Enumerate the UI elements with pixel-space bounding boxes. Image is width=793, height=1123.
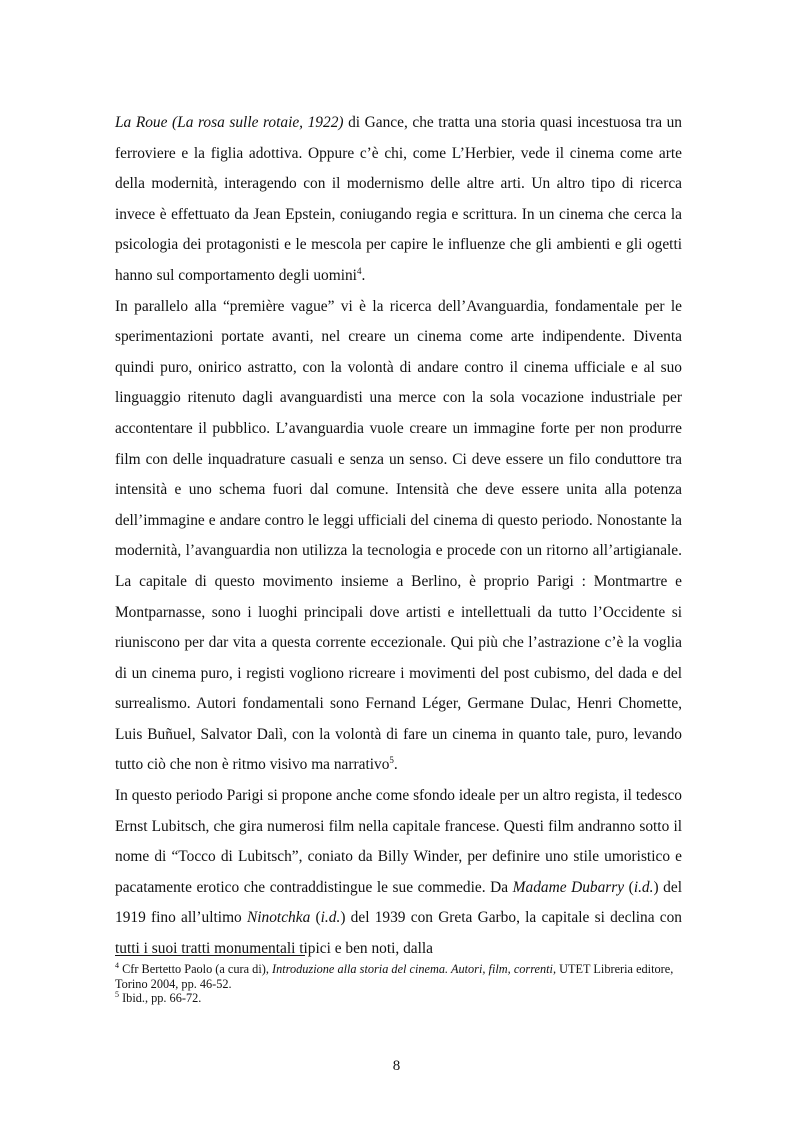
italic-text: i.d.	[633, 878, 654, 896]
footnote-separator	[115, 955, 305, 956]
footnote-ref: 4	[356, 265, 362, 276]
text-run: Ibid., pp. 66-72.	[119, 991, 202, 1006]
italic-text: Madame Dubarry	[512, 878, 625, 896]
text-run: .	[361, 266, 366, 284]
text-run: Cfr Bertetto Paolo (a cura di),	[119, 962, 272, 976]
text-run: UTET Libreria editore, Torino 2004, pp. 46-52.	[115, 962, 674, 991]
text-run: In parallelo alla “première vague” vi è la ricerca dell’Avanguardia, fondamentale per le sperimentazioni portate avanti, nel creare un cinema come arte indipendente. Diventa quindi puro, onirico astratto, con la volontà di andare contro il cinema ufficiale e al suo linguaggio ritenuto dagli avanguardisti una merce con la sola vocazione industriale per accontentare il pubblico. L’avanguardia vuole creare un immagine forte per non produrre film con delle inquadrature casuali e senza un senso. Ci deve essere un filo conduttore tra intensità e uno schema fuori dal comune. Intensità che deve essere unita alla potenza dell’immagine e andare contro le leggi ufficiali del cinema di questo periodo. Nonostante la modernità, l’avanguardia non utilizza la tecnologia e procede con un ritorno all’artigianale. La capitale di questo movimento insieme a Berlino, è proprio Parigi : Montmartre e Montparnasse, sono i luoghi principali dove artisti e intellettuali da tutto l’Occidente si riuniscono per dar vita a questa corrente eccezionale. Qui più che l’astrazione c’è la voglia di un cinema puro, i registi vogliono ricreare i movimenti del post cubismo, del dada e del surrealismo. Autori fondamentali sono Fernand Léger, Germane Dulac, Henri Chomette, Luis Buñuel, Salvator Dalì, con la volontà di fare un cinema in quanto tale, puro, levando tutto ciò che non è ritmo visivo ma narrativo	[115, 297, 682, 774]
footnote	[115, 962, 682, 991]
paragraph	[115, 781, 682, 965]
text-run: (	[310, 909, 321, 927]
paragraph	[115, 292, 682, 782]
text-run: di Gance, che tratta una storia quasi incestuosa tra un ferroviere e la figlia adottiva. Oppure c’è chi, come L’Herbier, vede il cinema come arte della modernità, interagendo con il modernismo delle altre arti. Un altro tipo di ricerca invece è effettuato da Jean Epstein, coniugando regia e scrittura. In un cinema che cerca la psicologia dei protagonisti e le mescola per capire le influenze che gli ambienti e gli ogetti hanno sul comportamento degli uomini	[115, 114, 682, 284]
footnote-ref: 5	[115, 990, 119, 1000]
page-number: 8	[392, 1058, 401, 1074]
text-run: .	[393, 756, 398, 774]
footnote-ref: 4	[115, 960, 119, 970]
text-run: (	[624, 878, 634, 896]
text-run: In questo periodo Parigi si propone anche come sfondo ideale per un altro regista, il tedesco Ernst Lubitsch, che gira numerosi film nella capitale francese. Questi film andranno sotto il nome di “Tocco di Lubitsch”, coniato da Billy Winder, per definire uno stile umoristico e pacatamente erotico che contraddistingue le sue commedie. Da	[115, 787, 682, 896]
italic-text: La Roue (La rosa sulle rotaie, 1922)	[115, 114, 344, 131]
italic-text: Ninotchka	[247, 909, 311, 927]
italic-text: i.d.	[320, 909, 341, 927]
footnote	[115, 991, 682, 1006]
italic-text: Introduzione alla storia del cinema. Autori, film, correnti,	[271, 962, 557, 976]
footnote-ref: 5	[389, 755, 394, 766]
footnotes	[115, 962, 682, 1006]
body-text	[115, 108, 682, 965]
text-run: ) del 1939 con Greta Garbo, la capitale si declina con tutti i suoi tratti monumentali tipici e ben noti, dalla	[115, 909, 682, 958]
paragraph	[115, 108, 682, 292]
text-run: ) del 1919 fino all’ultimo	[115, 878, 682, 927]
